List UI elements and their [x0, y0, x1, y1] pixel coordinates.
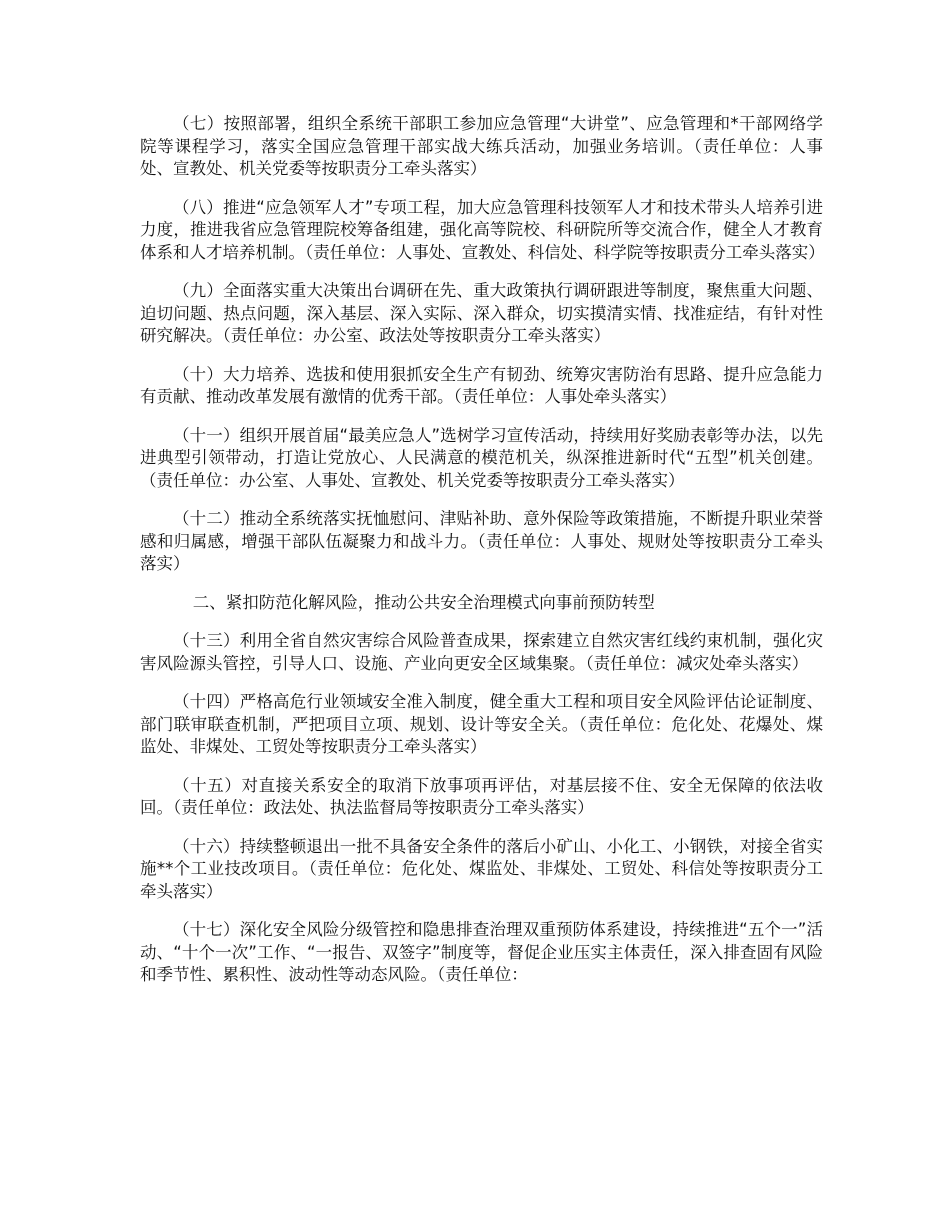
paragraph-item-12: （十二）推动全系统落实抚恤慰问、津贴补助、意外保险等政策措施，不断提升职业荣誉感和归属感，增强干部队伍凝聚力和战斗力。（责任单位：人事处、规财处等按职责分工牵头落实） [140, 509, 823, 573]
paragraph-item-13: （十三）利用全省自然灾害综合风险普查成果，探索建立自然灾害红线约束机制，强化灾害风险源头管控，引导人口、设施、产业向更安全区域集聚。（责任单位：减灾处牵头落实） [140, 631, 823, 673]
paragraph-item-10: （十）大力培养、选拔和使用狠抓安全生产有韧劲、统筹灾害防治有思路、提升应急能力有贡献、推动改革发展有激情的优秀干部。（责任单位：人事处牵头落实） [140, 364, 823, 406]
paragraph-item-15: （十五）对直接关系安全的取消下放事项再评估，对基层接不住、安全无保障的依法收回。（责任单位：政法处、执法监督局等按职责分工牵头落实） [140, 775, 823, 817]
paragraph-item-17: （十七）深化安全风险分级管控和隐患排查治理双重预防体系建设，持续推进“五个一”活动、“十个一次”工作、“一报告、双签字”制度等，督促企业压实主体责任，深入排查固有风险和季节性、累积性、波动性等动态风险。（责任单位： [140, 920, 823, 984]
section-heading: 二、紧扣防范化解风险，推动公共安全治理模式向事前预防转型 [192, 592, 655, 612]
paragraph-item-14: （十四）严格高危行业领域安全准入制度，健全重大工程和项目安全风险评估论证制度、部门联审联查机制，严把项目立项、规划、设计等安全关。（责任单位：危化处、花爆处、煤监处、非煤处、工贸处等按职责分工牵头落实） [140, 692, 823, 756]
paragraph-item-11: （十一）组织开展首届“最美应急人”选树学习宣传活动，持续用好奖励表彰等办法，以先进典型引领带动，打造让党放心、人民满意的模范机关，纵深推进新时代“五型”机关创建。（责任单位：办公室、人事处、宣教处、机关党委等按职责分工牵头落实） [140, 425, 823, 490]
paragraph-item-7: （七）按照部署，组织全系统干部职工参加应急管理“大讲堂”、应急管理和*干部网络学院等课程学习，落实全国应急管理干部实战大练兵活动，加强业务培训。（责任单位：人事处、宣教处、机关党委等按职责分工牵头落实） [140, 114, 823, 178]
paragraph-item-16: （十六）持续整顿退出一批不具备安全条件的落后小矿山、小化工、小钢铁，对接全省实施**个工业技改项目。（责任单位：危化处、煤监处、非煤处、工贸处、科信处等按职责分工牵头落实） [140, 836, 823, 901]
document-body [140, 113, 823, 1003]
paragraph-item-8: （八）推进“应急领军人才”专项工程，加大应急管理科技领军人才和技术带头人培养引进力度，推进我省应急管理院校筹备组建，强化高等院校、科研院所等交流合作，健全人才教育体系和人才培养机制。（责任单位：人事处、宣教处、科信处、科学院等按职责分工牵头落实） [140, 197, 825, 262]
paragraph-item-9: （九）全面落实重大决策出台调研在先、重大政策执行调研跟进等制度，聚焦重大问题、迫切问题、热点问题，深入基层、深入实际、深入群众，切实摸清实情、找准症结，有针对性研究解决。（责任单位：办公室、政法处等按职责分工牵头落实） [140, 281, 823, 345]
